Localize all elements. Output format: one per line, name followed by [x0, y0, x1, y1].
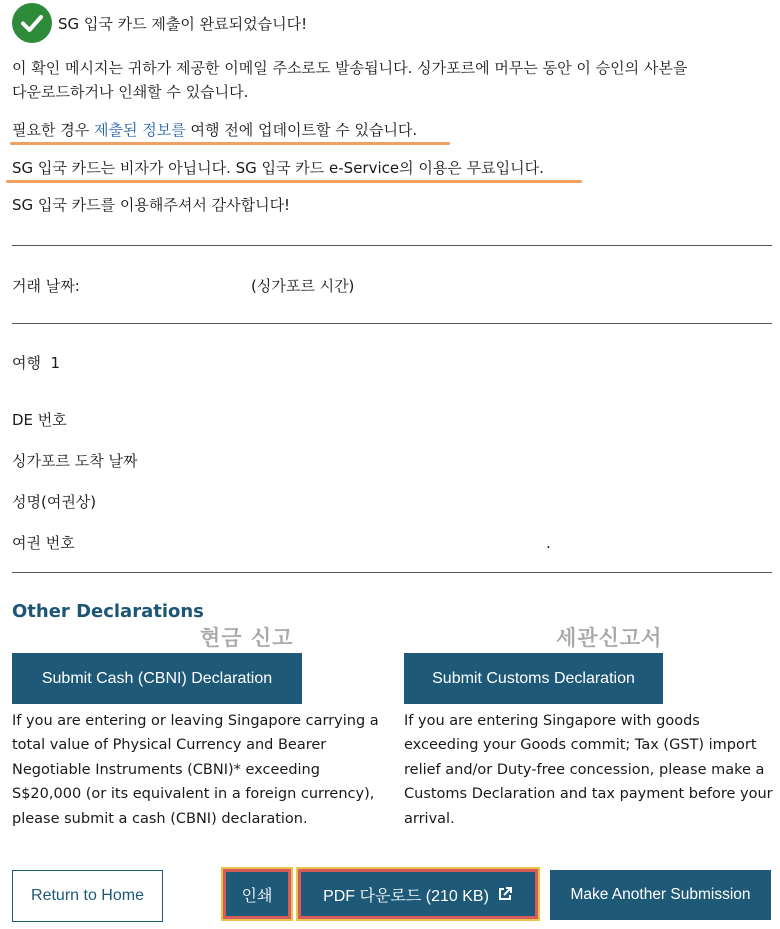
email-notice: 이 확인 메시지는 귀하가 제공한 이메일 주소로도 발송됩니다. 싱가포르에 머무는 동안 이 승인의 사본을 다운로드하거나 인쇄할 수 있습니다. — [12, 59, 688, 101]
customs-annotation: 세관신고서 — [556, 626, 663, 650]
pdf-download-button[interactable] — [301, 872, 535, 916]
success-header — [12, 3, 307, 43]
full-name-label: 성명(여권상) — [12, 493, 97, 511]
submit-customs-declaration-button[interactable]: Submit Customs Declaration — [404, 653, 663, 704]
thanks-text: SG 입국 카드를 이용해주셔서 감사합니다! — [12, 196, 291, 214]
make-another-submission-button[interactable]: Make Another Submission — [550, 870, 771, 920]
customs-declaration-description: If you are entering Singapore with goods exceeding your Goods commit; Tax (GST) import relief and/or Duty-free concession, please make a Customs Declaration and tax payment before your arrival. — [404, 713, 773, 827]
return-home-button[interactable]: Return to Home — [12, 870, 163, 922]
update-notice: 필요한 경우 제출된 정보를 여행 전에 업데이트할 수 있습니다. — [12, 121, 418, 139]
passport-number-value: . — [546, 534, 551, 552]
cash-annotation: 현금 신고 — [200, 626, 294, 650]
submitted-info-link[interactable]: 제출된 정보를 — [94, 121, 186, 139]
cash-declaration-description: If you are entering or leaving Singapore carrying a total value of Physical Currency and Bearer Negotiable Instruments (CBNI)* exceeding S$20,000 (or its equivalent in a foreign currency), please submit a cash (CBNI) declaration. — [12, 713, 379, 827]
external-link-icon — [497, 886, 513, 902]
divider — [12, 323, 772, 324]
divider — [12, 572, 772, 573]
pdf-download-label: PDF 다운로드 (210 KB) — [323, 887, 489, 905]
submit-cash-declaration-button[interactable]: Submit Cash (CBNI) Declaration — [12, 653, 302, 704]
visa-notice: SG 입국 카드는 비자가 아닙니다. SG 입국 카드 e-Service의 이용은 무료입니다. — [12, 159, 544, 177]
print-button[interactable]: 인쇄 — [226, 872, 288, 916]
divider — [12, 245, 772, 246]
de-number-label: DE 번호 — [12, 411, 67, 429]
success-title: SG 입국 카드 제출이 완료되었습니다! — [58, 14, 308, 33]
trip-label: 여행 1 — [12, 354, 61, 372]
transaction-date-label: 거래 날짜: — [12, 277, 80, 295]
passport-number-label: 여권 번호 — [12, 534, 75, 552]
other-declarations-title: Other Declarations — [12, 601, 204, 622]
trip-number: 1 — [50, 354, 61, 372]
check-circle-icon — [12, 3, 52, 43]
arrival-date-label: 싱가포르 도착 날짜 — [12, 452, 138, 470]
transaction-date-value: (싱가포르 시간) — [251, 277, 355, 295]
highlight-underline — [6, 180, 582, 183]
highlight-underline — [10, 142, 450, 145]
